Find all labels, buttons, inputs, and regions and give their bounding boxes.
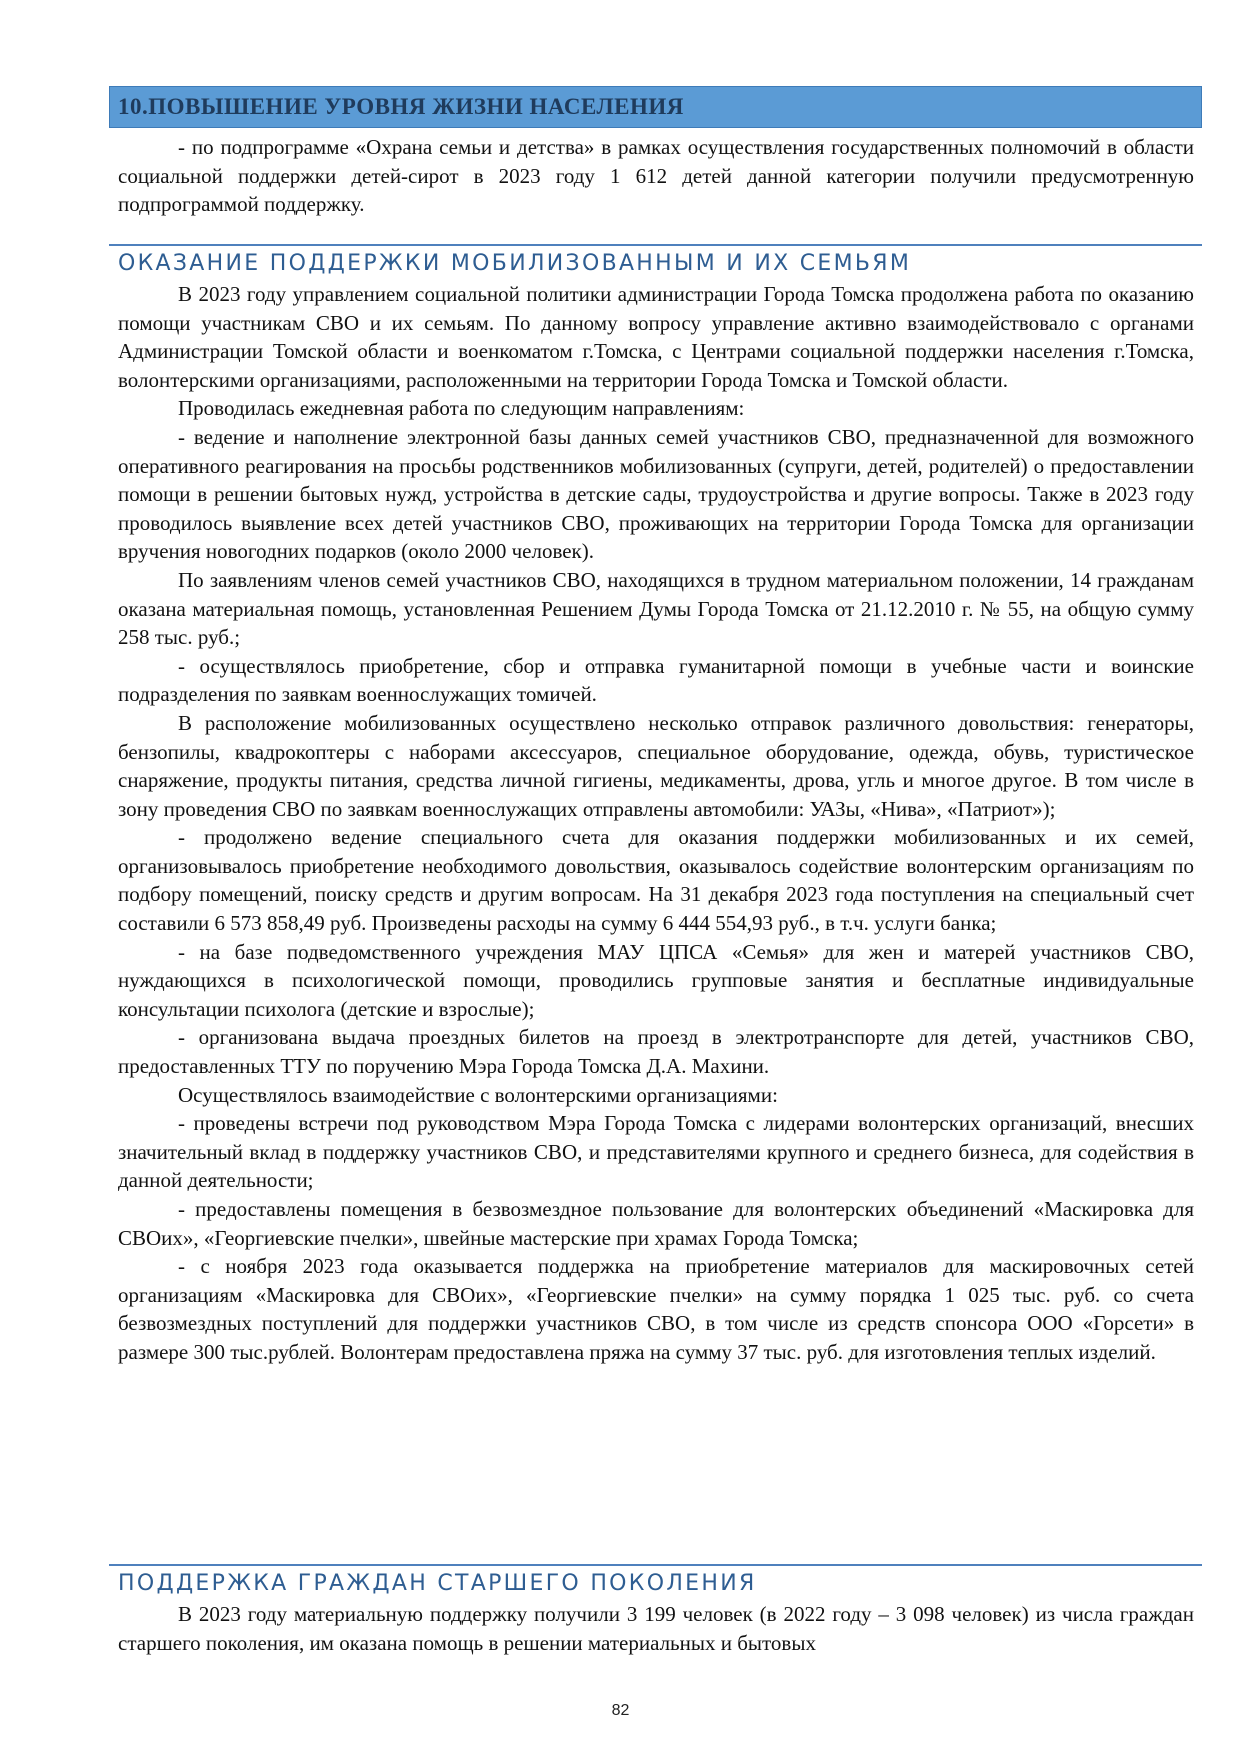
paragraph: В 2023 году управлением социальной политики администрации Города Томска продолжена работа по оказанию помощи участникам СВО и их семьям. По данному вопросу управление активно взаимодействовало с органами Администрации Томской области и военкоматом г.Томска, с Центрами социальной поддержки населения г.Томска, волонтерскими организациями, расположенными на территории Города Томска и Томской области. bbox=[118, 282, 1194, 392]
paragraph: - ведение и наполнение электронной базы данных семей участников СВО, предназначенной для возможного оперативного реагирования на просьбы родственников мобилизованных (супруги, детей, родителей) о предоставлении помощи в решении бытовых нужд, устройства в детские сады, трудоустройства и другие вопросы. Также в 2023 году проводилось выявление всех детей участников СВО, проживающих на территории Города Томска для организации вручения новогодних подарков (около 2000 человек). bbox=[118, 424, 1194, 564]
chapter-title: 10.ПОВЫШЕНИЕ УРОВНЯ ЖИЗНИ НАСЕЛЕНИЯ bbox=[118, 94, 684, 119]
paragraph: По заявлениям членов семей участников СВО, находящихся в трудном материальном положении, 14 гражданам оказана материальная помощь, установленная Решением Думы Города Томска от 21.12.2010 г. № 55, на общую сумму 258 тыс. руб.; bbox=[118, 567, 1194, 650]
paragraph: Осуществлялось взаимодействие с волонтерскими организациями: bbox=[178, 1082, 778, 1107]
paragraph: В 2023 году материальную поддержку получили 3 199 человек (в 2022 году – 3 098 человек) из числа граждан старшего поколения, им оказана помощь в решении материальных и бытовых bbox=[118, 1602, 1194, 1655]
paragraph: - с ноября 2023 года оказывается поддержка на приобретение материалов для маскировочных сетей организациям «Маскировка для СВОих», «Георгиевские пчелки» на сумму порядка 1 025 тыс. руб. со счета безвозмездных поступлений для поддержки участников СВО, в том числе из средств спонсора ООО «Горсети» в размере 300 тыс.рублей. Волонтерам предоставлена пряжа на сумму 37 тыс. руб. для изготовления теплых изделий. bbox=[118, 1254, 1194, 1364]
page-number: 82 bbox=[611, 1702, 630, 1719]
paragraph: В расположение мобилизованных осуществлено несколько отправок различного довольствия: генераторы, бензопилы, квадрокоптеры с наборами аксессуаров, специальное оборудование, одежда, обувь, туристическое снаряжение, продукты питания, средства личной гигиены, медикаменты, дрова, угль и многое другое. В том числе в зону проведения СВО по заявкам военнослужащих отправлены автомобили: УАЗы, «Нива», «Патриот»); bbox=[118, 710, 1194, 821]
paragraph: Проводилась ежедневная работа по следующим направлениям: bbox=[178, 396, 745, 421]
section-title-mobilized: ОКАЗАНИЕ ПОДДЕРЖКИ МОБИЛИЗОВАННЫМ И ИХ СЕМЬЯМ bbox=[118, 251, 912, 276]
paragraph: - проведены встречи под руководством Мэра Города Томска с лидерами волонтерских организаций, внесших значительный вклад в поддержку участников СВО, и представителями крупного и среднего бизнеса, для содействия в данной деятельности; bbox=[118, 1111, 1194, 1193]
paragraph: - организована выдача проездных билетов на проезд в электротранспорте для детей, участников СВО, предоставленных ТТУ по поручению Мэра Города Томска Д.А. Махини. bbox=[118, 1025, 1194, 1079]
paragraph: - продолжено ведение специального счета для оказания поддержки мобилизованных и их семей, организовывалось приобретение необходимого довольствия, оказывалось содействие волонтерским организациям по подбору помещений, поиску средств и другим вопросам. На 31 декабря 2023 года поступления на специальный счет составили 6 573 858,49 руб. Произведены расходы на сумму 6 444 554,93 руб., в т.ч. услуги банка; bbox=[118, 825, 1194, 936]
section-seniors-text bbox=[118, 1600, 1194, 1657]
intro-text bbox=[118, 133, 1194, 219]
section-title-seniors: ПОДДЕРЖКА ГРАЖДАН СТАРШЕГО ПОКОЛЕНИЯ bbox=[118, 1571, 757, 1596]
section-divider bbox=[109, 244, 1202, 246]
section-divider bbox=[109, 1564, 1202, 1566]
section-mobilized-text bbox=[118, 280, 1194, 1367]
paragraph: - по подпрограмме «Охрана семьи и детства» в рамках осуществления государственных полномочий в области социальной поддержки детей-сирот в 2023 году 1 612 детей данной категории получили предусмотренную подпрограммой поддержку. bbox=[118, 135, 1194, 217]
paragraph: - на базе подведомственного учреждения МАУ ЦПСА «Семья» для жен и матерей участников СВО, нуждающихся в психологической помощи, проводились групповые занятия и бесплатные индивидуальные консультации психолога (детские и взрослые); bbox=[118, 939, 1194, 1021]
paragraph: - осуществлялось приобретение, сбор и отправка гуманитарной помощи в учебные части и воинские подразделения по заявкам военнослужащих томичей. bbox=[118, 653, 1194, 707]
paragraph: - предоставлены помещения в безвозмездное пользование для волонтерских объединений «Маскировка для СВОих», «Георгиевские пчелки», швейные мастерские при храмах Города Томска; bbox=[118, 1197, 1194, 1250]
